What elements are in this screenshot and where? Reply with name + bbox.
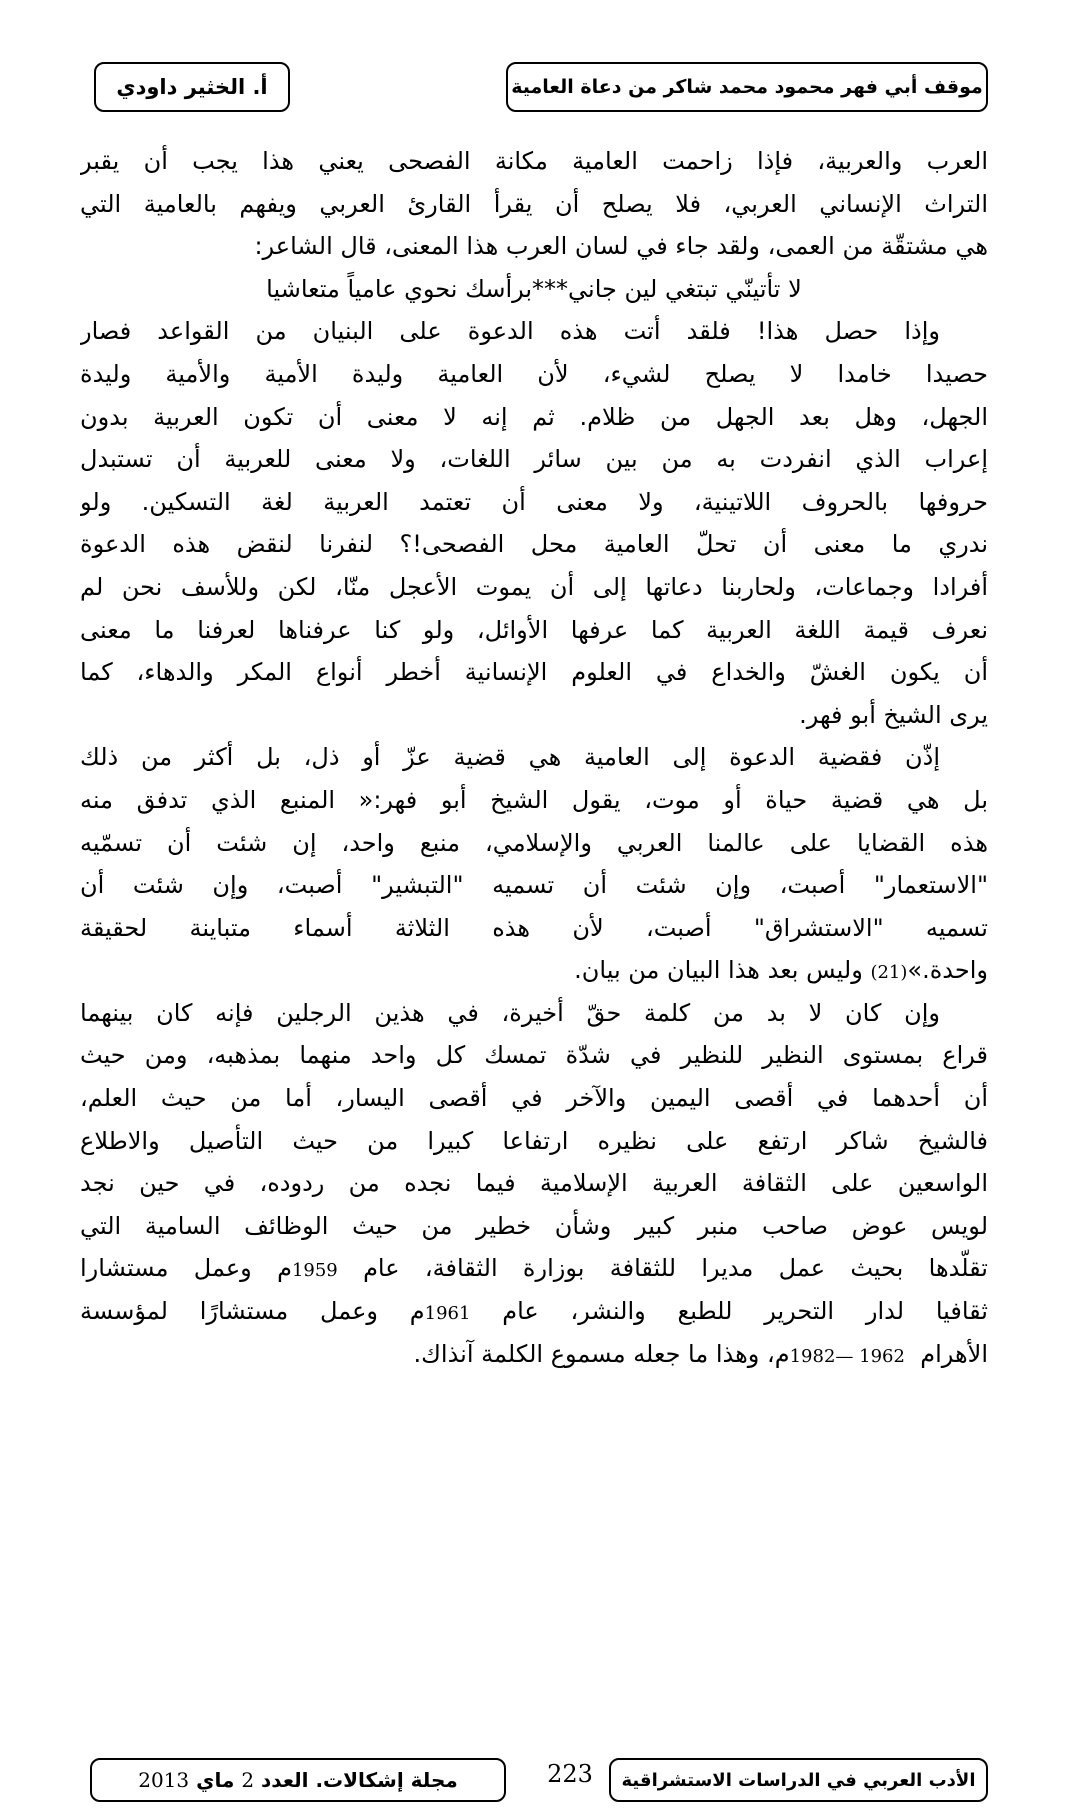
- running-header-author: أ. الخثير داودي: [94, 62, 290, 112]
- quote-end: واحدة.»: [907, 956, 988, 985]
- text-line: فالشيخ شاكر ارتفع على نظيره ارتفاعا كبيرا من حيث التأصيل والاطلاع: [80, 1126, 988, 1155]
- text-line: أفرادا وجماعات، ولحاربنا دعاتها إلى أن يموت الأعجل منّا، لكن وللأسف نحن لم: [80, 572, 988, 601]
- journal-name: مجلة إشكالات. العدد: [261, 1768, 458, 1792]
- issue-year: 2013: [138, 1768, 190, 1792]
- text-line: هي مشتقّة من العمى، ولقد جاء في لسان العرب هذا المعنى، قال الشاعر:: [254, 232, 988, 261]
- text-line: الجهل، وهل بعد الجهل من ظلام. ثم إنه لا معنى أن تكون العربية بدون: [80, 402, 988, 431]
- section-title-box: الأدب العربي في الدراسات الاستشراقية: [609, 1758, 988, 1802]
- text-line: هذه القضايا على عالمنا العربي والإسلامي، منبع واحد، إن شئت أن تسمّيه: [80, 828, 988, 857]
- text-line: حصيدا خامدا لا يصلح لشيء، لأن العامية وليدة الأمية والأمية وليدة: [80, 359, 988, 388]
- footnote-reference: (21): [870, 962, 908, 984]
- article-body: [80, 140, 988, 1375]
- year-1959: 1959: [291, 1260, 338, 1282]
- text-segment: تقلّدها بحيث عمل مديرا للثقافة بوزارة الثقافة، عام: [363, 1254, 988, 1283]
- text-line: أن أحدهما في أقصى اليمين والآخر في أقصى اليسار، أما من حيث العلم،: [80, 1084, 988, 1113]
- text-line: [80, 1333, 988, 1376]
- issue-month: ماي: [196, 1768, 235, 1792]
- text-line: [80, 949, 988, 992]
- poetry-verse: لا تأتينّي تبتغي لين جاني***برأسك نحوي عامياً متعاشيا: [266, 274, 802, 303]
- text-line: حروفها بالحروف اللاتينية، ولا معنى أن تعتمد العربية لغة التسكين. ولو: [80, 487, 988, 516]
- text-line: التراث الإنساني العربي، فلا يصلح أن يقرأ القارئ العربي ويفهم بالعامية التي: [80, 189, 988, 218]
- text-line: قراع بمستوى النظير للنظير في شدّة تمسك كل واحد منهما بمذهبه، ومن حيث: [80, 1041, 988, 1070]
- text-segment: ثقافيا لدار التحرير للطبع والنشر، عام: [502, 1297, 988, 1326]
- quote-tail: وليس بعد هذا البيان من بيان.: [574, 956, 871, 985]
- year-1961: 1961: [424, 1303, 471, 1325]
- page-number: 223: [547, 1760, 593, 1788]
- text-line: [80, 1290, 988, 1333]
- text-line: ندري ما معنى أن تحلّ العامية محل الفصحى!؟ لنفرنا لنقض هذه الدعوة: [80, 530, 988, 559]
- text-segment: الأهرام: [920, 1339, 988, 1368]
- text-line: أن يكون الغشّ والخداع في العلوم الإنسانية أخطر أنواع المكر والدهاء، كما: [80, 658, 988, 687]
- journal-issue-box: [90, 1758, 506, 1802]
- text-line: لويس عوض صاحب منبر كبير وشأن خطير من حيث الوظائف السامية التي: [80, 1211, 988, 1240]
- year-range: 1962 —1982: [789, 1345, 905, 1367]
- text-line: الواسعين على الثقافة العربية الإسلامية فيما نجده من ردوده، في حين نجد: [80, 1169, 988, 1198]
- text-line: تسميه "الاستشراق" أصبت، لأن هذه الثلاثة أسماء متباينة لحقيقة: [80, 913, 988, 942]
- text-line: وإذا حصل هذا! فلقد أتت هذه الدعوة على البنيان من القواعد فصار: [80, 317, 940, 346]
- page-footer: [90, 1758, 988, 1802]
- text-line: العرب والعربية، فإذا زاحمت العامية مكانة الفصحى يعني هذا يجب أن يقبر: [80, 147, 988, 175]
- running-header-title: موقف أبي فهر محمود محمد شاكر من دعاة العامية: [506, 62, 988, 112]
- text-segment: م، وهذا ما جعله مسموع الكلمة آنذاك.: [413, 1339, 790, 1368]
- text-line: [80, 1247, 988, 1290]
- text-line: نعرف قيمة اللغة العربية كما عرفها الأوائل، ولو كنا عرفناها لعرفنا ما معنى: [80, 615, 988, 644]
- text-segment: م وعمل مستشارا: [80, 1254, 292, 1283]
- issue-number: 2: [241, 1768, 255, 1792]
- text-line: وإن كان لا بد من كلمة حقّ أخيرة، في هذين الرجلين فإنه كان بينهما: [80, 998, 940, 1027]
- text-line: يرى الشيخ أبو فهر.: [799, 700, 988, 729]
- text-line: إذّن فقضية الدعوة إلى العامية هي قضية عزّ أو ذل، بل أكثر من ذلك: [80, 743, 940, 772]
- text-segment: م وعمل مستشارًا لمؤسسة: [80, 1297, 425, 1326]
- text-line: إعراب الذي انفردت به من بين سائر اللغات، ولا معنى للعربية أن تستبدل: [80, 445, 988, 474]
- text-line: بل هي قضية حياة أو موت، يقول الشيخ أبو فهر:« المنبع الذي تدفق منه: [80, 785, 988, 814]
- text-line: "الاستعمار" أصبت، وإن شئت أن تسميه "التبشير" أصبت، وإن شئت أن: [80, 871, 988, 900]
